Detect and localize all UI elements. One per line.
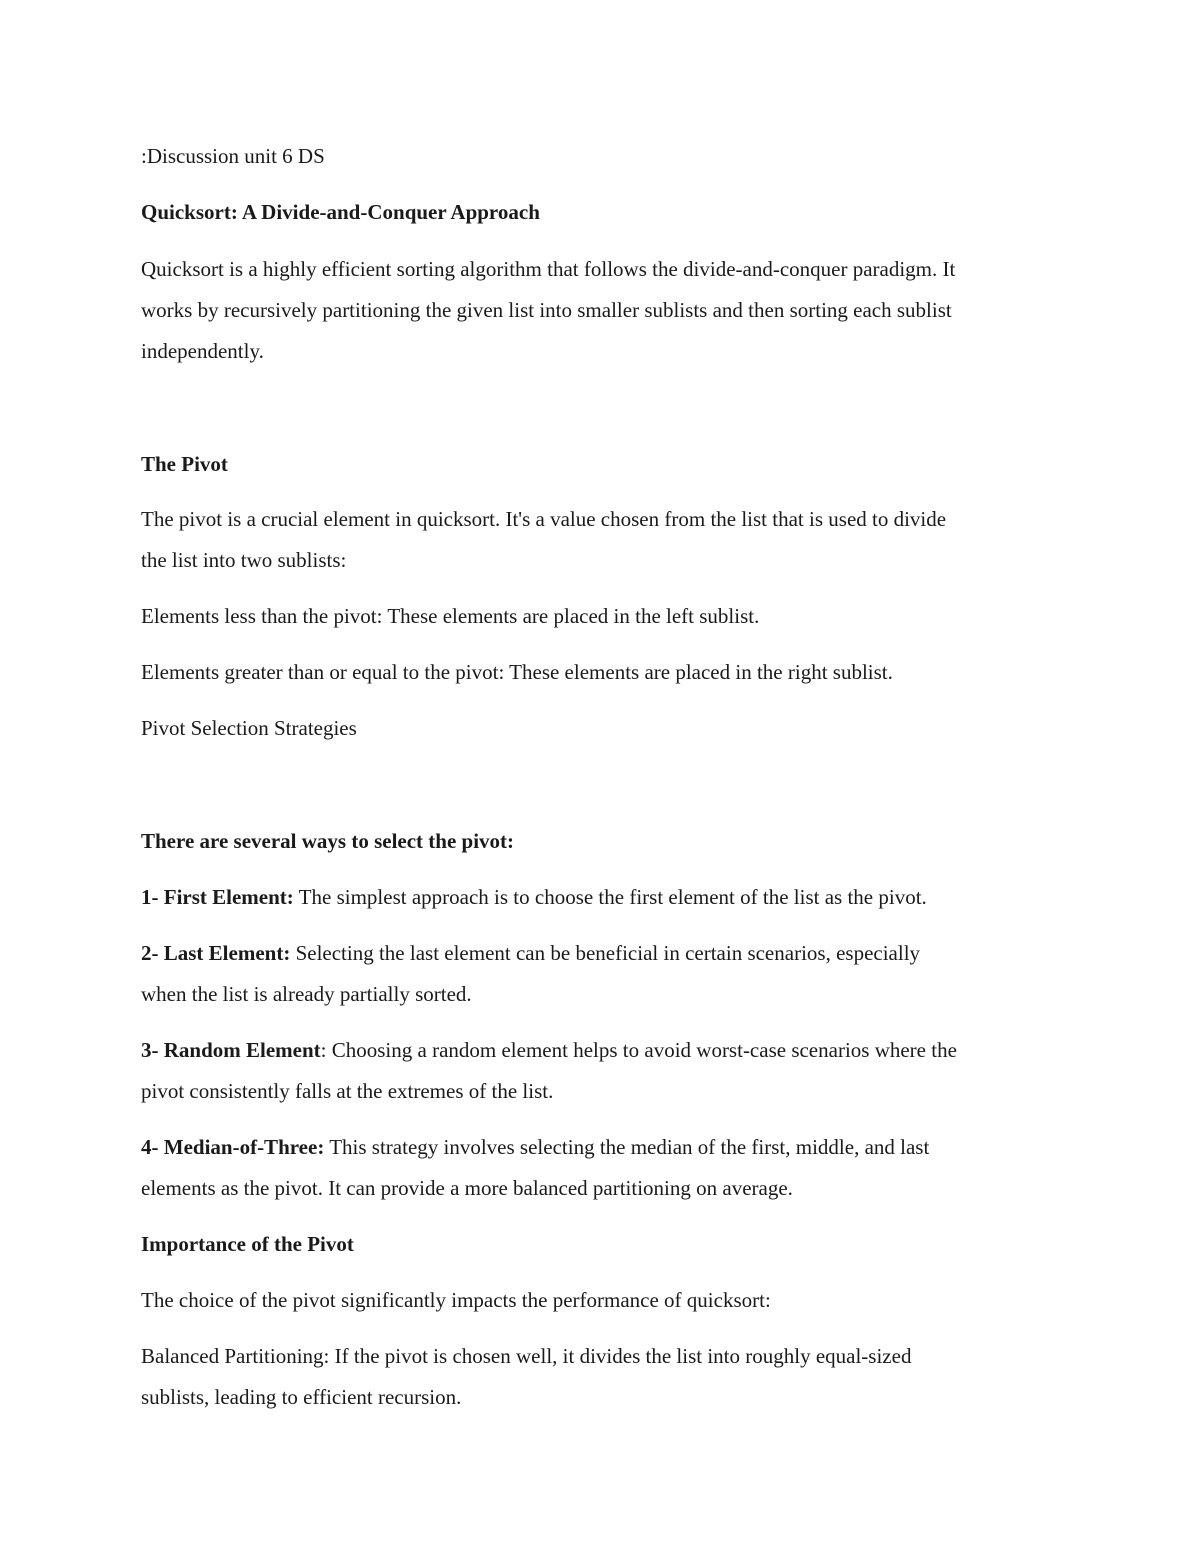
greater-equal-paragraph: Elements greater than or equal to the pivot: These elements are placed in the right sublist. [141,660,893,684]
balanced-line: sublists, leading to efficient recursion. [141,1385,462,1409]
strategy-text: This strategy involves selecting the median of the first, middle, and last [329,1135,930,1159]
strategy-text: Selecting the last element can be beneficial in certain scenarios, especially [295,941,921,965]
less-than-paragraph: Elements less than the pivot: These elements are placed in the left sublist. [141,604,760,628]
strategies-label: Pivot Selection Strategies [141,716,357,740]
strategy-text: The simplest approach is to choose the first element of the list as the pivot. [298,885,927,909]
strategy-item [141,883,927,911]
strategy-text: when the list is already partially sorted. [141,982,472,1006]
intro-line: independently. [141,339,264,363]
pivot-intro-line: The pivot is a crucial element in quicksort. It's a value chosen from the list that is used to divide [141,507,947,531]
strategy-label: 3- Random Element [141,1038,321,1062]
strategy-item [141,1036,957,1064]
document-title: Quicksort: A Divide-and-Conquer Approach [141,200,540,224]
strategy-text: elements as the pivot. It can provide a more balanced partitioning on average. [141,1176,793,1200]
strategy-label: 2- Last Element: [141,941,291,965]
document-header: :Discussion unit 6 DS [141,144,325,168]
pivot-intro-line: the list into two sublists: [141,548,347,572]
strategy-text: : Choosing a random element helps to avoid worst-case scenarios where the [320,1038,957,1062]
balanced-line: Balanced Partitioning: If the pivot is chosen well, it divides the list into roughly equal-sized [141,1344,912,1368]
ways-heading: There are several ways to select the pivot: [141,829,515,853]
strategy-label: 4- Median-of-Three: [141,1135,325,1159]
pivot-heading: The Pivot [141,452,228,476]
strategy-label: 1- First Element: [141,885,294,909]
strategy-item [141,939,920,967]
intro-line: works by recursively partitioning the given list into smaller sublists and then sorting each sublist [141,298,952,322]
importance-intro: The choice of the pivot significantly impacts the performance of quicksort: [141,1288,771,1312]
importance-heading: Importance of the Pivot [141,1232,354,1256]
intro-line: Quicksort is a highly efficient sorting algorithm that follows the divide-and-conquer paradigm. It [141,257,956,281]
strategy-text: pivot consistently falls at the extremes of the list. [141,1079,554,1103]
strategy-item [141,1133,929,1161]
